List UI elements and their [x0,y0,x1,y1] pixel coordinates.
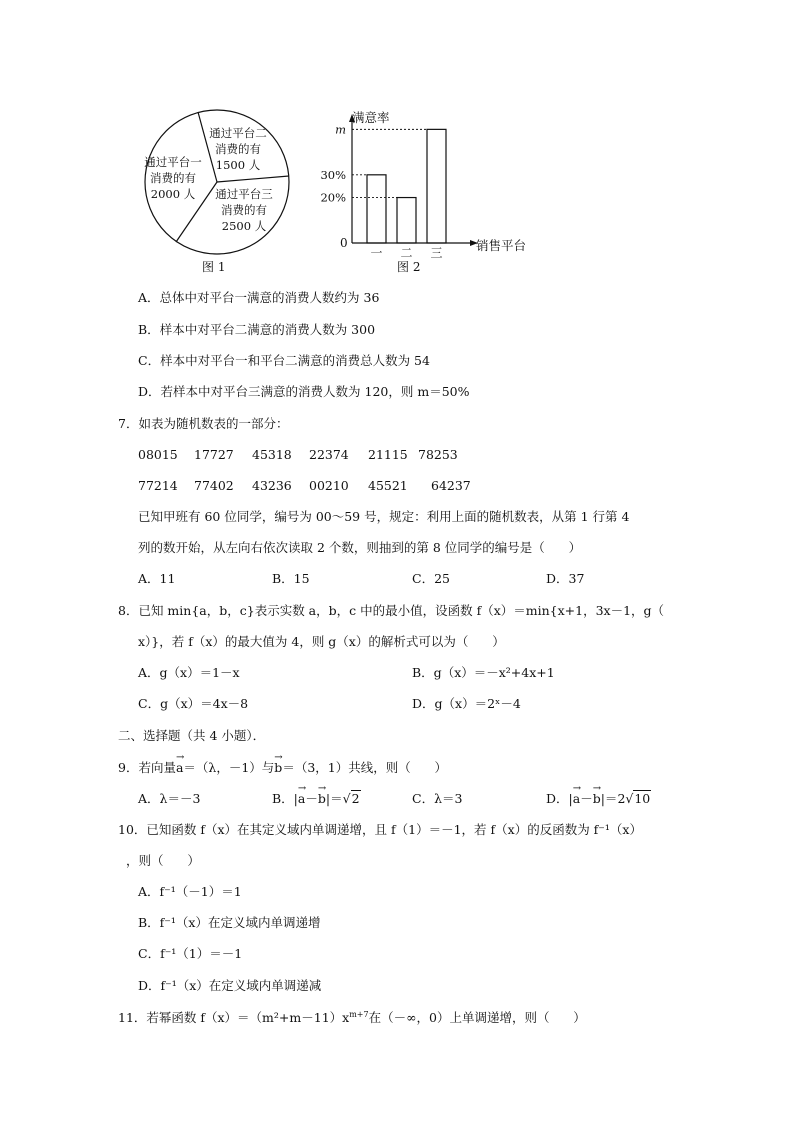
slice-2-line-2: 消费的有 [215,142,261,156]
figure2-caption: 图 2 [397,260,421,274]
origin-label: 0 [340,236,348,250]
slice-2-line-1: 通过平台二 [209,126,267,140]
q6-option-c: C．样本中对平台一和平台二满意的消费总人数为 54 [138,353,430,368]
q7-option-b: B．15 [272,571,310,586]
y-axis-label: 满意率 [352,110,390,125]
vector-a: → a [176,760,183,776]
q7-stem: 7．如表为随机数表的一部分： [118,416,289,431]
q10-option-d: D．f⁻¹（x）在定义域内单调递减 [138,978,322,993]
q10-line-2: ，则（ ） [126,853,200,868]
random-table-row-1: 08015 17727 45318 22374 21115 78253 [138,447,458,462]
q7-line-2: 列的数开始，从左向右依次读取 2 个数，则抽到的第 8 位同学的编号是（ ） [138,540,582,555]
y-tick-label-1: m [335,122,346,137]
slice-1-line-1: 通过平台一 [144,155,202,169]
q11-stem: 11．若幂函数 $f(x)=(m^2+m-11)x^{m+7}$在（－∞，0）上单调递增，则（ ） [118,1009,586,1025]
q6-option-d: D．若样本中对平台三满意的消费人数为 120，则 m＝50% [138,384,470,399]
figure1-caption: 图 1 [202,260,226,274]
q11-exponent: m+7 [349,1009,369,1019]
q10-option-c: C．f⁻¹（1）＝－1 [138,946,243,961]
q9-option-b: B．|→ a－→ b|＝√2 [272,791,361,807]
q10-line-1: 10．已知函数 f（x）在其定义域内单调递增，且 f（1）＝－1，若 f（x）的反函数为 f⁻¹（x） [118,822,642,837]
bar-chart-figure2 [310,108,550,258]
slice-3-line-3: 2500 人 [221,219,267,233]
q10-option-b: B．f⁻¹（x）在定义域内单调递增 [138,915,321,930]
slice-1-line-2: 消费的有 [150,171,196,185]
q8-option-b: B．g（x）＝－x²+4x+1 [412,665,555,680]
pie-divider-2 [217,176,289,182]
q8-option-a: A．g（x）＝1－x [138,665,240,680]
q8-line-2: x）}，若 f（x）的最大值为 4，则 g（x）的解析式可以为（ ） [138,634,505,649]
x-tick-label-1: 一 [370,246,383,258]
q8-line-1: 8．已知 min{a，b，c}表示实数 a，b，c 中的最小值，设函数 f（x）＝min{x+1，3x－1，g（ [118,603,665,618]
bar-1 [367,175,386,243]
pie-chart-figure1 [138,108,298,273]
section-2-heading: 二、选择题（共 4 小题）． [118,728,266,743]
q9-option-a: A．λ＝－3 [138,791,201,806]
x-axis-label: 销售平台 [476,238,527,253]
q9-option-c: C．λ＝3 [412,791,463,806]
q9-option-d: D．|→ a－→ b|＝2√10 [546,791,651,807]
bar-3 [427,129,446,243]
y-tick-label-2: 30% [320,167,346,182]
q8-option-d: D．g（x）＝2ˣ－4 [412,696,521,711]
q6-option-a: A．总体中对平台一满意的消费人数约为 36 [138,290,380,305]
q7-option-c: C．25 [412,571,450,586]
y-tick-label-3: 20% [320,190,346,205]
x-tick-label-2: 二 [400,246,413,258]
vector-b: → b [274,760,282,776]
q8-option-c: C．g（x）＝4x－8 [138,696,249,711]
bar-2 [397,198,416,243]
x-tick-label-3: 三 [430,246,443,258]
random-table-row-2: 77214 77402 43236 00210 45521 64237 [138,478,471,493]
slice-3-line-2: 消费的有 [221,203,267,217]
q7-option-d: D．37 [546,571,585,586]
q10-option-a: A．f⁻¹（－1）＝1 [138,884,242,899]
q9-stem: 9．若向量→ a＝（λ，－1）与→ b＝（3，1）共线，则（ ） [118,760,447,776]
slice-3-line-1: 通过平台三 [215,187,273,201]
slice-2-line-3: 1500 人 [215,158,261,172]
q7-line-1: 已知甲班有 60 位同学，编号为 00～59 号，规定：利用上面的随机数表，从第 1 行第 4 [138,509,630,524]
q6-option-b: B．样本中对平台二满意的消费人数为 300 [138,322,376,337]
q7-option-a: A．11 [138,571,176,586]
slice-1-line-3: 2000 人 [150,187,196,201]
